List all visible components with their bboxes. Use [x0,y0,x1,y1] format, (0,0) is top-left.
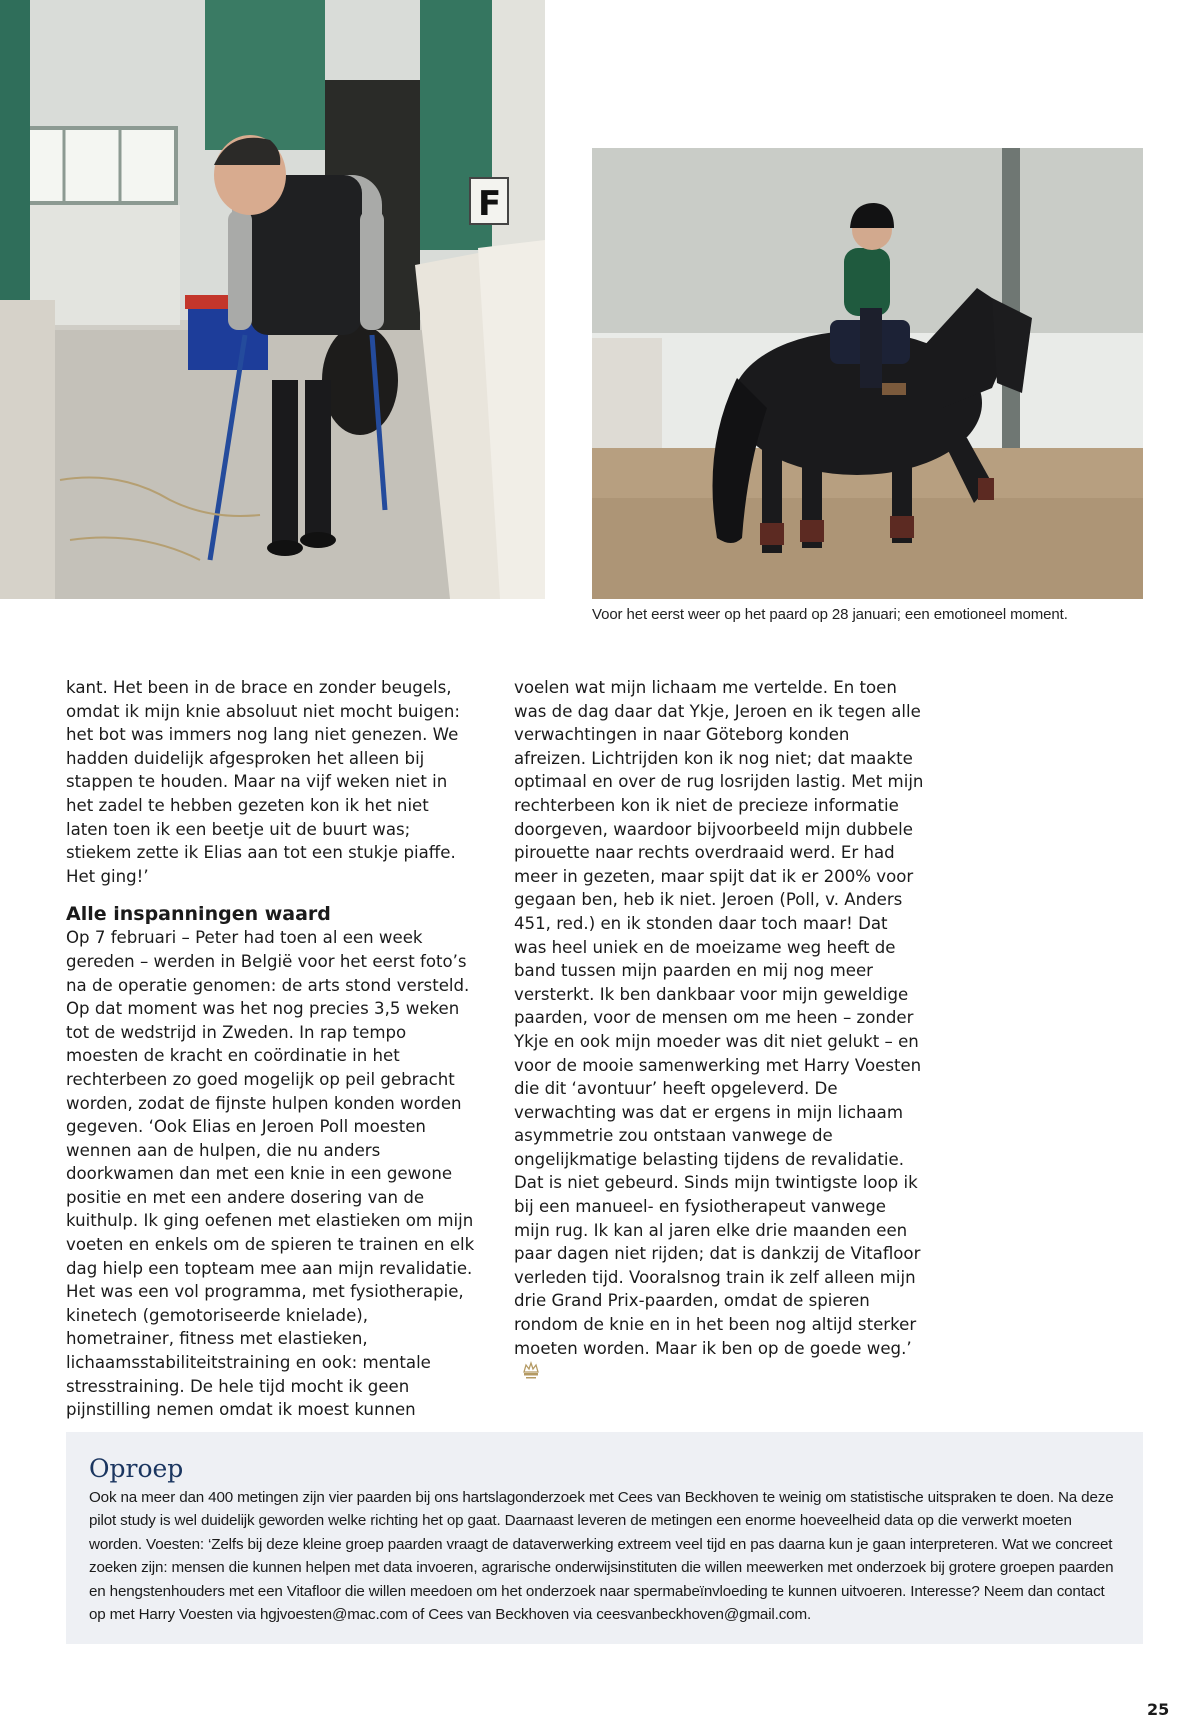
photo-rider-on-horse [592,148,1143,599]
svg-text:F: F [478,184,502,224]
article-subheading: Alle inspanningen waard [66,903,331,926]
article-column-left [66,676,476,1422]
page-number: 25 [1147,1700,1170,1719]
article-paragraph: kant. Het been in de brace en zonder beugels, omdat ik mijn knie absoluut niet mocht buigen: het bot was immers nog lang niet genezen. We hadden duidelijk afgesproken het alleen bij stappen te houden. Maar na vijf weken niet in het zadel te hebben gezeten kon ik het niet laten toen ik een beetje uit de buurt was; stiekem zette ik Elias aan tot een stukje piaffe. Het ging!’ [66,678,460,886]
photo-man-with-crutches [0,0,545,599]
article-paragraph [514,676,924,1387]
oproep-box [66,1432,1143,1644]
photo-caption: Voor het eerst weer op het paard op 28 januari; een emotioneel moment. [592,606,1068,623]
oproep-text: Ook na meer dan 400 metingen zijn vier paarden bij ons hartslagonderzoek met Cees van Beckhoven te weinig om statistische uitspraken te doen. Na deze pilot study is wel duidelijk geworden welke richting het op gaat. Daarnaast leveren de metingen een enorme hoeveelheid data op die verwerkt moeten worden. Voesten: ‘Zelfs bij deze kleine groep paarden vraagt de dataverwerking extreem veel tijd en pas daarna kun je gaan interpreteren. Wat we concreet zoeken zijn: mensen die kunnen helpen met data invoeren, agrarische onderwijsinstituten die willen meewerken met onderzoek bij grotere groepen paarden en hengstenhouders met een Vitafloor die willen meedoen om het onderzoek naar spermabeïnvloeding te kunnen uitvoeren. Interesse? Neem dan contact op met Harry Voesten via hgjvoesten@mac.com of Cees van Beckhoven via ceesvanbeckhoven@gmail.com. [89,1489,1114,1624]
crown-end-icon [522,1360,540,1387]
article-column-right [514,676,924,1387]
article-paragraph: Op 7 februari – Peter had toen al een week gereden – werden in België voor het eerst foto’s na de operatie genomen: de arts stond versteld. Op dat moment was het nog precies 3,5 weken tot de wedstrijd in Zweden. In rap tempo moesten de kracht en coördinatie in het rechterbeen zo goed mogelijk op peil gebracht worden, zodat de fijnste hulpen konden worden gegeven. ‘Ook Elias en Jeroen Poll moesten wennen aan de hulpen, die nu anders doorkwamen dan met een knie in een gewone positie en met een andere dosering van de kuithulp. Ik ging oefenen met elastieken om mijn voeten en enkels om de spieren te trainen en elk dag hielp een topteam mee aan mijn revalidatie. Het was een vol programma, met fysiotherapie, kinetech (gemotoriseerde knielade), hometrainer, fitness met elastieken, lichaamsstabiliteitstraining en ook: mentale stresstraining. De hele tijd mocht ik geen pijnstilling nemen omdat ik moest kunnen [66,928,475,1420]
oproep-title: Oproep [89,1454,184,1483]
article-paragraph-text: voelen wat mijn lichaam me vertelde. En toen was de dag daar dat Ykje, Jeroen en ik tegen alle verwachtingen in naar Göteborg konden afreizen. Lichtrijden kon ik nog niet; dat maakte optimaal en over de rug losrijden lastig. Met mijn rechterbeen kon ik niet de precieze informatie doorgeven, waardoor bijvoorbeeld mijn dubbele pirouette naar rechts overdraaid werd. Er had meer in gezeten, maar spijt dat ik er 200% voor gegaan ben, heb ik niet. Jeroen (Poll, v. Anders 451, red.) en ik stonden daar toch maar! Dat was heel uniek en de moeizame weg heeft de band tussen mijn paarden en mij nog meer versterkt. Ik ben dankbaar voor mijn geweldige paarden, voor de mensen om me heen – zonder Ykje en ook mijn moeder was dit niet gelukt – en voor de mooie samenwerking met Harry Voesten die dit ‘avontuur’ heeft opgeleverd. De verwachting was dat er ergens in mijn lichaam asymmetrie zou ontstaan vanwege de ongelijkmatige belasting tijdens de revalidatie. Dat is niet gebeurd. Sinds mijn twintigste loop ik bij een manueel- en fysiotherapeut vanwege mijn rug. Ik kan al jaren elke drie maanden een paar dagen niet rijden; dat is dankzij de Vitafloor verleden tijd. Vooralsnog train ik zelf alleen mijn drie Grand Prix-paarden, omdat de spieren rondom de knie en in het been nog altijd sterker moeten worden. Maar ik ben op de goede weg.’ [514,678,924,1358]
